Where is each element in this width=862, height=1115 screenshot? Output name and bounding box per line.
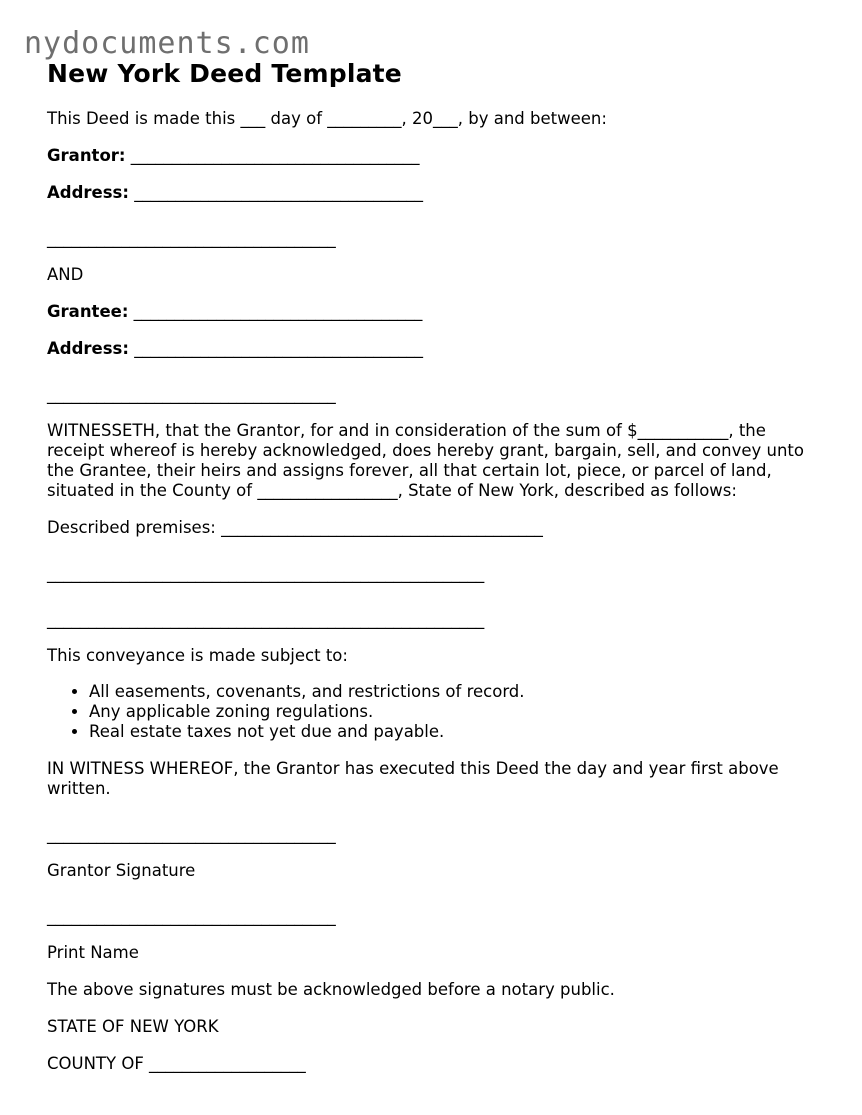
grantee-label: Grantee: (47, 302, 129, 321)
intro-paragraph: This Deed is made this ___ day of _________, 20___, by and between: (47, 109, 607, 128)
and-separator: AND (47, 265, 84, 284)
grantee-address-field (47, 339, 827, 359)
signature-line: ___________________________________ (47, 825, 336, 844)
print-name-line: ___________________________________ (47, 907, 336, 926)
conditions-list (47, 682, 827, 742)
document-title: New York Deed Template (47, 59, 402, 88)
signature-label: Grantor Signature (47, 861, 196, 880)
grantor-blank: ___________________________________ (125, 146, 420, 165)
witnesseth-paragraph: WITNESSETH, that the Grantor, for and in consideration of the sum of $___________, the receipt whereof is hereby acknowledged, does hereby grant, bargain, sell, and convey unto the Grantee, their heirs and assigns forever, all that certain lot, piece, or parcel of land, situated in the County of _________________, State of New York, described as follows: (47, 421, 804, 500)
grantee-field (47, 302, 827, 322)
county-line: COUNTY OF ___________________ (47, 1054, 306, 1073)
notary-note: The above signatures must be acknowledged before a notary public. (47, 980, 615, 999)
grantee-address-label: Address: (47, 339, 129, 358)
list-item: • Any applicable zoning regulations. (89, 702, 827, 722)
deed-document (47, 58, 827, 1074)
state-line: STATE OF NEW YORK (47, 1017, 219, 1036)
watermark: nydocuments.com (24, 26, 310, 61)
grantor-address-field (47, 183, 827, 203)
grantee-blank: ___________________________________ (128, 302, 423, 321)
described-premises: Described premises: _______________________________________ (47, 518, 543, 537)
premises-line-2: _____________________________________________________ (47, 564, 485, 583)
list-item: • Real estate taxes not yet due and payable. (89, 722, 827, 742)
subject-to-heading: This conveyance is made subject to: (47, 646, 348, 665)
grantor-address-label: Address: (47, 183, 129, 202)
list-item: • All easements, covenants, and restrictions of record. (89, 682, 827, 702)
grantor-field (47, 146, 827, 166)
print-name-label: Print Name (47, 943, 139, 962)
grantee-address-blank: ___________________________________ (128, 339, 423, 358)
grantor-address-blank: ___________________________________ (128, 183, 423, 202)
premises-line-3: _____________________________________________________ (47, 610, 485, 629)
grantor-address-line-2: ___________________________________ (47, 229, 336, 248)
grantee-address-line-2: ___________________________________ (47, 385, 336, 404)
grantor-label: Grantor: (47, 146, 126, 165)
in-witness-paragraph: IN WITNESS WHEREOF, the Grantor has executed this Deed the day and year first above written. (47, 759, 779, 798)
